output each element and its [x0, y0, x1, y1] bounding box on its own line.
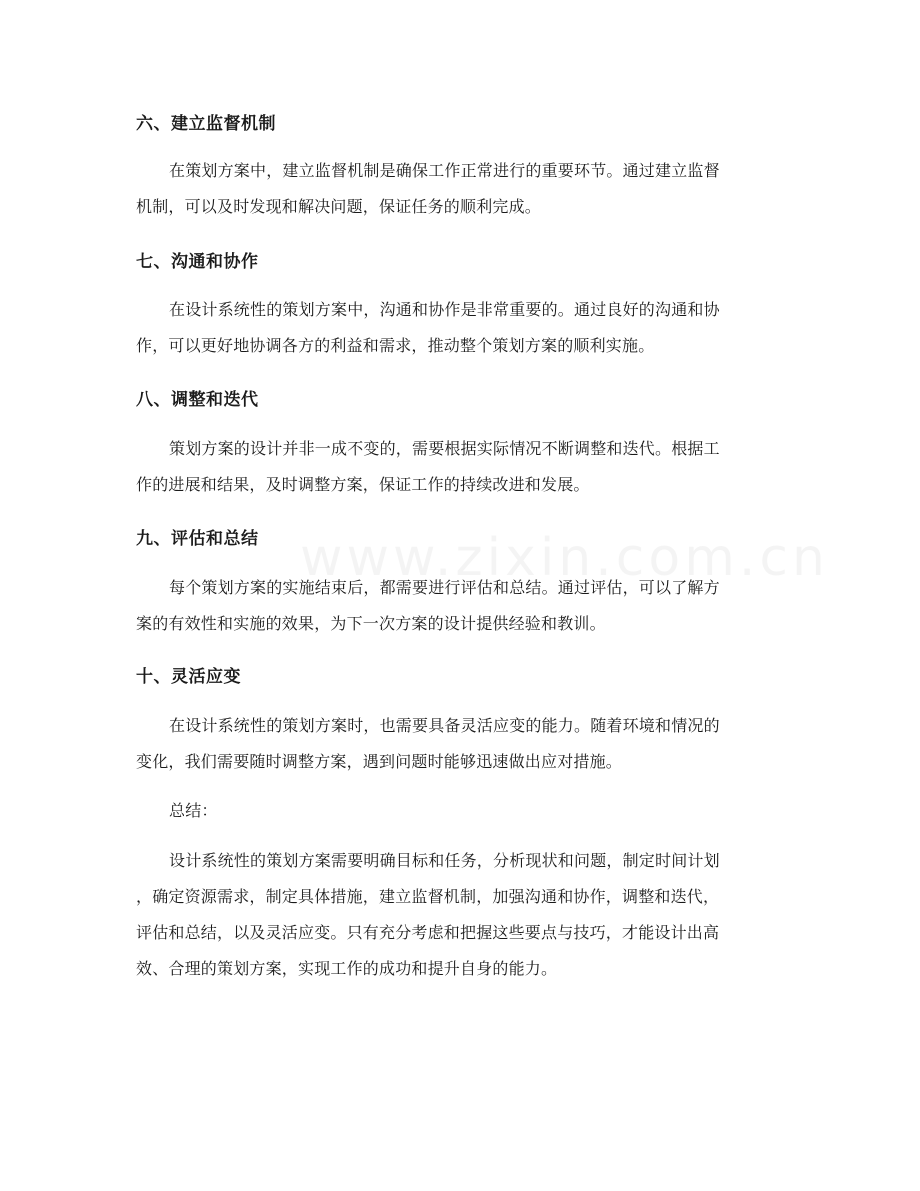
paragraph-line: 设计系统性的策划方案需要明确目标和任务，分析现状和问题，制定时间计划 [169, 851, 720, 870]
paragraph-line: ，确定资源需求，制定具体措施，建立监督机制，加强沟通和协作，调整和迭代， [136, 887, 720, 906]
paragraph-line: 作，可以更好地协调各方的利益和需求，推动整个策划方案的顺利实施。 [136, 336, 655, 355]
paragraph-line: 作的进展和结果，及时调整方案，保证工作的持续改进和发展。 [136, 475, 590, 494]
summary-paragraph [136, 843, 786, 987]
section-heading-6: 六、建立监督机制 [136, 114, 276, 134]
paragraph-line: 案的有效性和实施的效果，为下一次方案的设计提供经验和教训。 [136, 614, 606, 633]
section-paragraph-7 [136, 292, 786, 364]
section-heading-8: 八、调整和迭代 [136, 390, 259, 410]
section-heading-10: 十、灵活应变 [136, 667, 241, 687]
section-paragraph-9 [136, 570, 786, 642]
section-paragraph-6 [136, 153, 786, 225]
section-paragraph-8 [136, 431, 786, 503]
paragraph-line: 效、合理的策划方案，实现工作的成功和提升自身的能力。 [136, 959, 558, 978]
paragraph-line: 评估和总结，以及灵活应变。只有充分考虑和把握这些要点与技巧，才能设计出高 [136, 923, 720, 942]
paragraph-line: 在设计系统性的策划方案时，也需要具备灵活应变的能力。随着环境和情况的 [169, 716, 720, 735]
summary-label-text: 总结： [169, 801, 218, 820]
section-heading-9: 九、评估和总结 [136, 529, 259, 549]
paragraph-line: 在策划方案中，建立监督机制是确保工作正常进行的重要环节。通过建立监督 [169, 161, 720, 180]
section-paragraph-10 [136, 708, 786, 780]
paragraph-line: 每个策划方案的实施结束后，都需要进行评估和总结。通过评估，可以了解方 [169, 578, 720, 597]
section-heading-7: 七、沟通和协作 [136, 252, 259, 272]
paragraph-line: 策划方案的设计并非一成不变的，需要根据实际情况不断调整和迭代。根据工 [169, 439, 720, 458]
paragraph-line: 变化，我们需要随时调整方案，遇到问题时能够迅速做出应对措施。 [136, 752, 623, 771]
paragraph-line: 在设计系统性的策划方案中，沟通和协作是非常重要的。通过良好的沟通和协 [169, 300, 720, 319]
paragraph-line: 机制，可以及时发现和解决问题，保证任务的顺利完成。 [136, 197, 542, 216]
summary-label [136, 793, 786, 829]
